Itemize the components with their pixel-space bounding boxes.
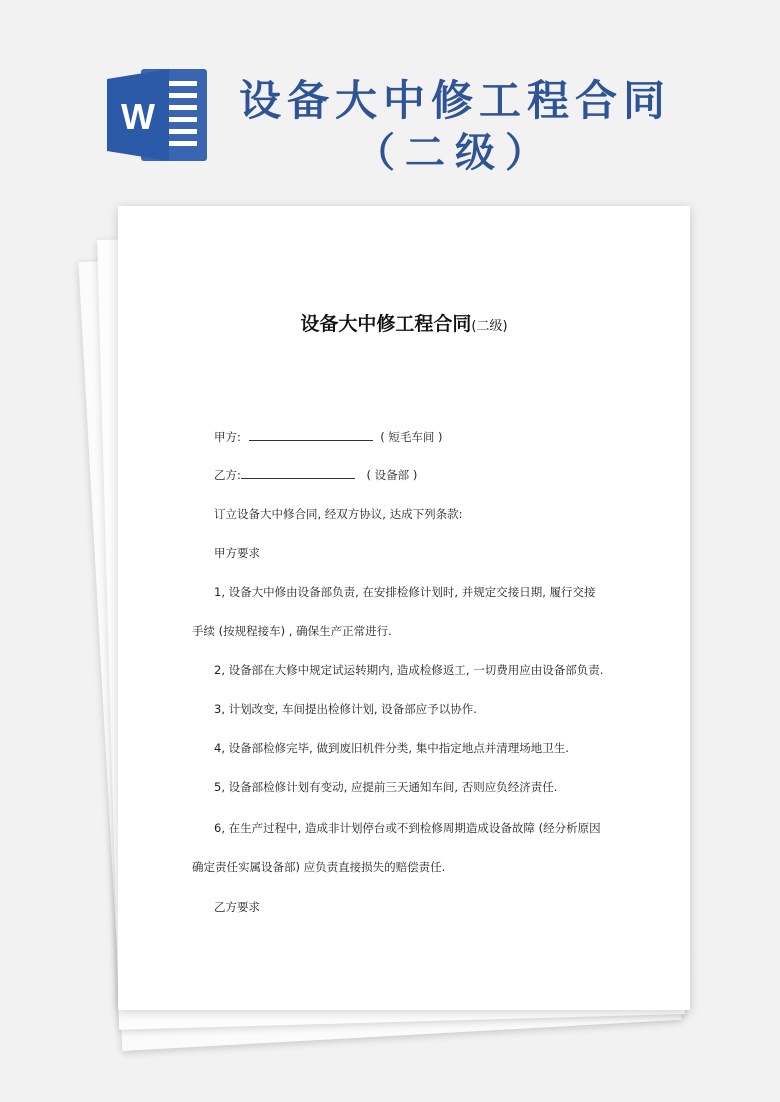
clause-6-line-1: 6, 在生产过程中, 造成非计划停台或不到检修周期造成设备故障 (经分析原因 <box>214 821 601 835</box>
document-title <box>118 310 690 341</box>
party-b-blank <box>241 466 355 479</box>
section-b-heading: 乙方要求 <box>214 900 260 914</box>
clause-4: 4, 设备部检修完毕, 做到废旧机件分类, 集中指定地点并清理场地卫生. <box>214 741 569 755</box>
banner-title: 设备大中修工程合同 <box>238 76 671 125</box>
section-a-heading: 甲方要求 <box>214 546 260 560</box>
clause-5: 5, 设备部检修计划有变动, 应提前三天通知车间, 否则应负经济责任. <box>214 780 558 794</box>
document-page <box>118 206 690 1010</box>
clause-2: 2, 设备部在大修中规定试运转期内, 造成检修返工, 一切费用应由设备部负责. <box>214 663 604 677</box>
party-a-blank <box>249 428 373 441</box>
banner-subtitle: （二级） <box>355 130 555 176</box>
party-a-line <box>214 428 442 445</box>
party-b-label: 乙方: <box>214 468 241 482</box>
clause-1-line-1: 1, 设备大中修由设备部负责, 在安排检修计划时, 并规定交接日期, 履行交接 <box>214 585 596 599</box>
party-a-label: 甲方: <box>214 430 241 444</box>
party-a-note: ( 短毛车间 ) <box>380 430 443 444</box>
party-b-line <box>214 466 417 483</box>
clause-6-line-2: 确定责任实属设备部) 应负责直接损失的赔偿责任. <box>192 860 446 874</box>
party-b-note: ( 设备部 ) <box>366 468 418 482</box>
clause-1-line-2: 手续 (按规程接车) , 确保生产正常进行. <box>192 624 392 638</box>
document-title-suffix: (二级) <box>471 319 508 334</box>
intro-paragraph: 订立设备大中修合同, 经双方协议, 达成下列条款: <box>214 507 463 521</box>
word-logo-letter: W <box>121 96 155 137</box>
word-logo-icon <box>107 65 209 165</box>
clause-3: 3, 计划改变, 车间提出检修计划, 设备部应予以协作. <box>214 702 477 716</box>
document-title-main: 设备大中修工程合同 <box>300 313 472 335</box>
